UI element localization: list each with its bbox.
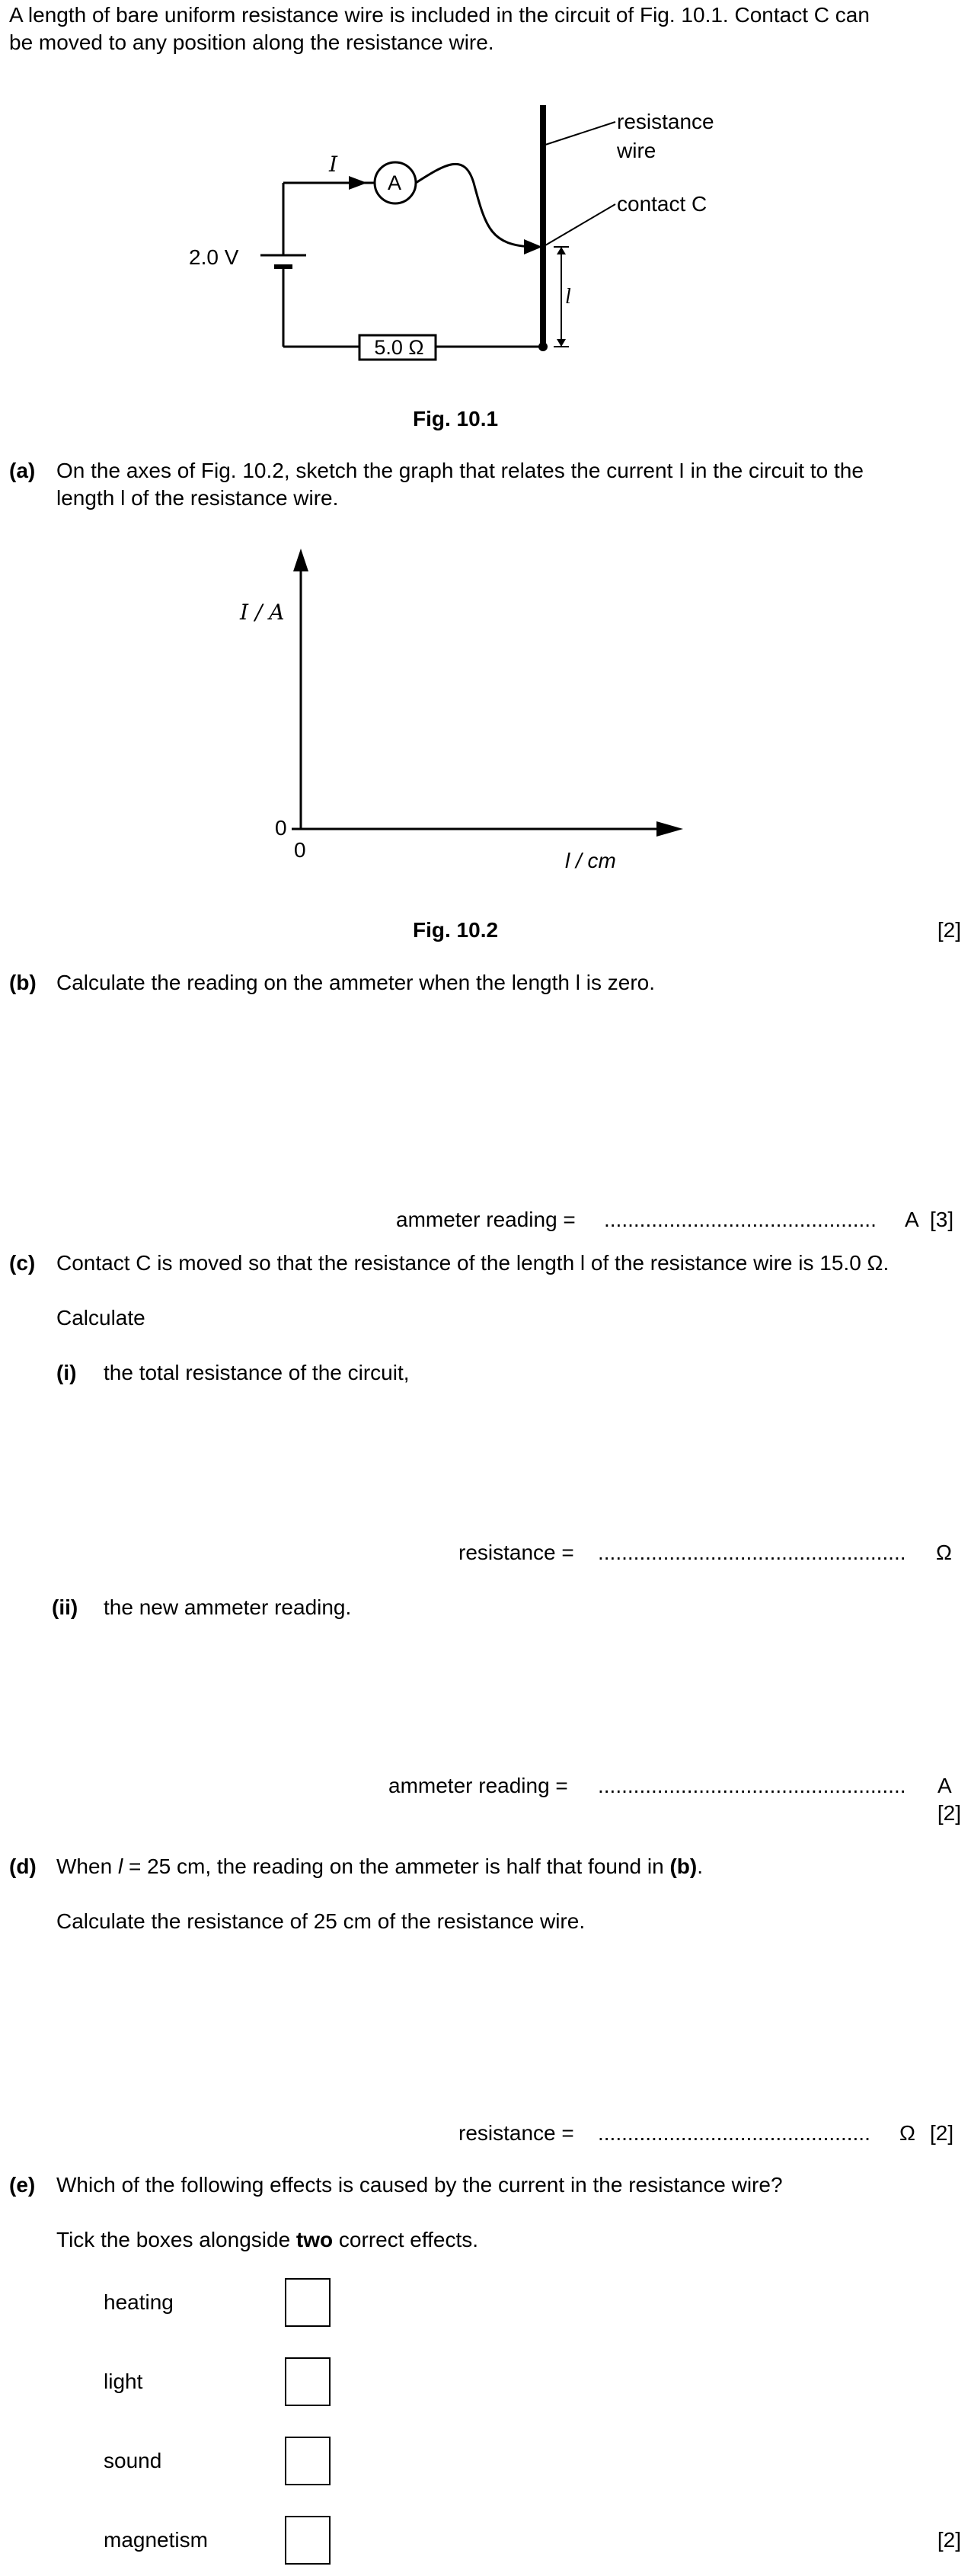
resistance-wire-label-2: wire (617, 139, 656, 162)
part-b-answer-label: ammeter reading = (396, 1208, 576, 1231)
part-e-instruction-post: correct effects. (333, 2228, 479, 2251)
fig-10-1-caption: Fig. 10.1 (413, 407, 499, 430)
part-e-instruction (56, 2226, 478, 2254)
contact-c-label: contact C (617, 192, 707, 216)
part-b-letter: (b) (9, 971, 37, 994)
part-c-ii-text: the new ammeter reading. (104, 1595, 352, 1619)
part-e-instruction-bold: two (295, 2228, 334, 2251)
option-label-sound: sound (104, 2449, 162, 2472)
part-c-ii-letter: (ii) (52, 1595, 78, 1619)
part-a-line-1: On the axes of Fig. 10.2, sketch the graph that relates the current I in the circuit to the (56, 459, 864, 482)
part-d-letter: (d) (9, 1854, 37, 1878)
circuit-diagram (0, 0, 971, 396)
intro-line-2: be moved to any position along the resistance wire. (9, 30, 494, 54)
part-d-text-end: . (697, 1854, 704, 1878)
part-d-answer-label: resistance = (458, 2121, 574, 2145)
part-d-text-var: l (117, 1854, 123, 1878)
origin-y-label: 0 (275, 816, 287, 840)
voltage-label: 2.0 V (189, 245, 239, 269)
part-d-text-ref: (b) (669, 1854, 698, 1878)
part-c-i-answer-unit: Ω (936, 1541, 952, 1564)
tick-box-heating[interactable] (285, 2278, 331, 2327)
blank-graph-axes (0, 533, 971, 884)
resistor-label: 5.0 Ω (374, 336, 424, 359)
tick-box-sound[interactable] (285, 2437, 331, 2485)
part-e-instruction-pre: Tick the boxes alongside (56, 2228, 296, 2251)
part-a-line-2: length l of the resistance wire. (56, 486, 339, 510)
part-e-text: Which of the following effects is caused by the current in the resistance wire? (56, 2173, 783, 2197)
fig-10-2-caption: Fig. 10.2 (413, 918, 499, 942)
part-e-marks: [2] (937, 2528, 961, 2552)
y-axis-label: I / A (240, 600, 285, 625)
part-c-ii-answer-dots[interactable]: .................................................... (598, 1774, 906, 1797)
ammeter-label: A (388, 171, 402, 194)
part-e-letter: (e) (9, 2173, 36, 2197)
length-label-l: l (565, 285, 571, 309)
intro-line-1: A length of bare uniform resistance wire is included in the circuit of Fig. 10.1. Contact C can (9, 3, 870, 27)
option-label-light: light (104, 2370, 143, 2393)
part-c-i-answer-dots[interactable]: .................................................... (598, 1541, 906, 1564)
part-c-marks: [2] (937, 1801, 961, 1825)
part-a-marks: [2] (937, 918, 961, 942)
part-c-calculate: Calculate (56, 1306, 145, 1330)
part-b-marks: [3] (930, 1208, 954, 1231)
part-d-answer-unit: Ω (899, 2121, 915, 2145)
part-c-letter: (c) (9, 1251, 36, 1275)
part-c-i-text: the total resistance of the circuit, (104, 1361, 410, 1384)
part-a-letter: (a) (9, 459, 36, 482)
tick-box-magnetism[interactable] (285, 2516, 331, 2565)
part-d-text (56, 1853, 703, 1880)
part-b-text: Calculate the reading on the ammeter when the length l is zero. (56, 971, 656, 994)
y-axis-arrow-icon (293, 549, 308, 571)
contact-arrow-icon (524, 239, 542, 254)
part-c-ii-answer-unit: A (937, 1774, 952, 1797)
part-c-text: Contact C is moved so that the resistance of the length l of the resistance wire is 15.0 Ω. (56, 1251, 890, 1275)
part-c-i-letter: (i) (56, 1361, 77, 1384)
option-label-heating: heating (104, 2290, 174, 2314)
part-d-text-prefix: When (56, 1854, 118, 1878)
origin-x-label: 0 (294, 838, 306, 862)
part-b-answer-dots[interactable]: .............................................. (604, 1208, 877, 1231)
x-axis-arrow-icon (656, 821, 683, 837)
option-label-magnetism: magnetism (104, 2528, 208, 2552)
x-axis-label: l / cm (565, 849, 616, 872)
part-d-marks: [2] (930, 2121, 954, 2145)
part-d-text-mid: = 25 cm, the reading on the ammeter is half that found in (123, 1854, 670, 1878)
resistance-wire-label-1: resistance (617, 110, 714, 133)
current-label-I: I (329, 152, 338, 177)
part-c-i-answer-label: resistance = (458, 1541, 574, 1564)
part-d-text-2: Calculate the resistance of 25 cm of the resistance wire. (56, 1909, 586, 1933)
part-d-answer-dots[interactable]: .............................................. (598, 2121, 870, 2145)
part-b-answer-unit: A (905, 1208, 919, 1231)
current-arrow-icon (349, 176, 367, 190)
tick-box-light[interactable] (285, 2357, 331, 2406)
part-c-ii-answer-label: ammeter reading = (388, 1774, 568, 1797)
